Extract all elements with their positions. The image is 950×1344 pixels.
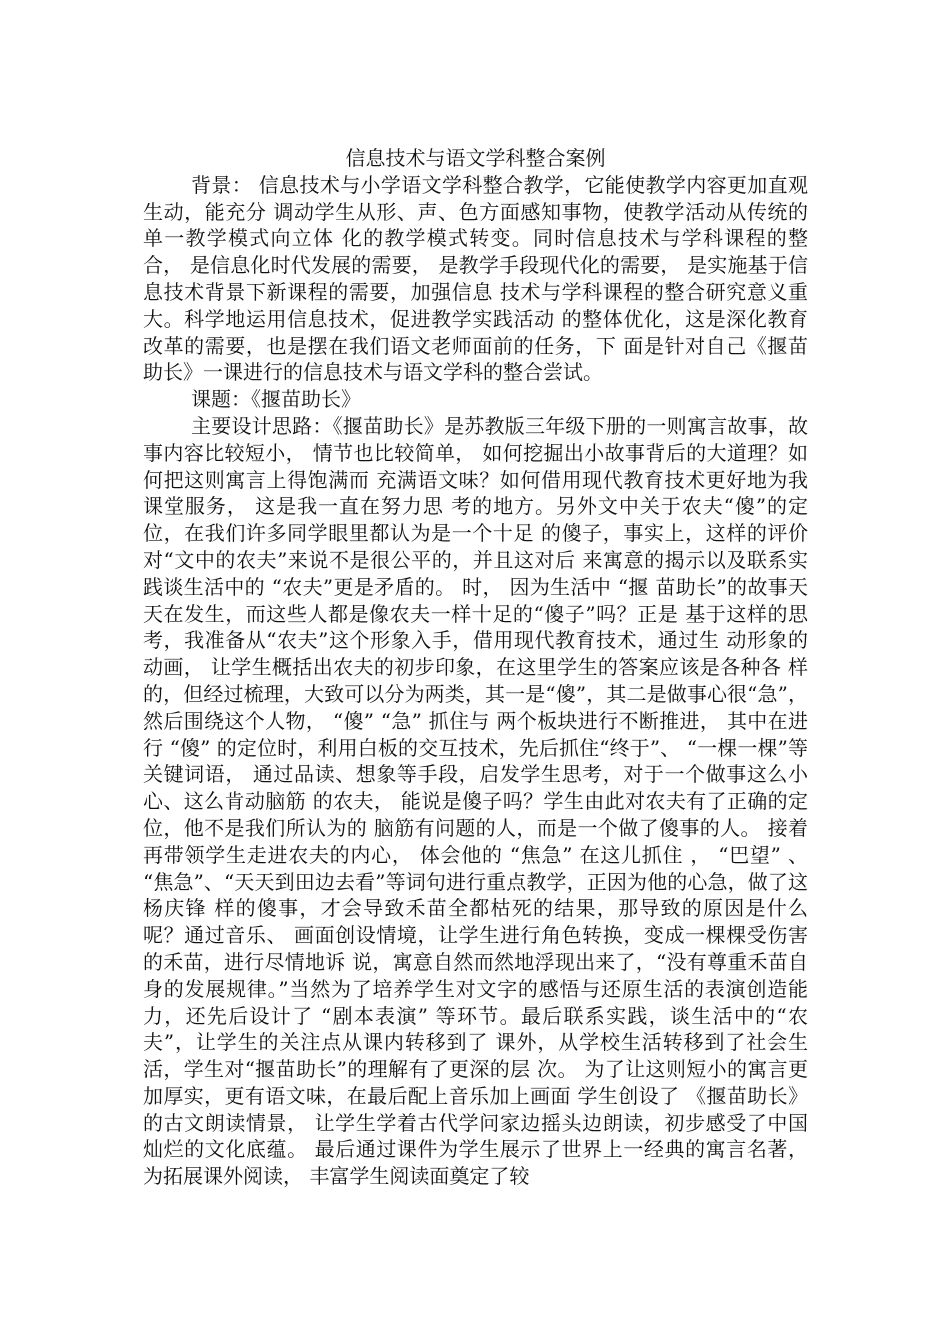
document-title: 信息技术与语文学科整合案例 bbox=[345, 146, 606, 170]
topic-paragraph: 课题：《揠苗助长》 bbox=[191, 387, 361, 412]
document-body bbox=[143, 145, 808, 1190]
background-paragraph: 背景： 信息技术与小学语文学科整合教学，它能使教学内容更加直观生动，能充分 调动学生从形、声、色方面感知事物，使教学活动从传统的单一教学模式向立体 化的教学模式转变。同时信息技术与学科课程的整合， 是信息化时代发展的需要， 是教学手段现代化的需要， 是实施基于信息技术背景下新课程的需要，加强信息 技术与学科课程的整合研究意义重大。科学地运用信息技术，促进教学实践活动 的整体优化，这是深化教育改革的需要，也是摆在我们语文老师面前的任务，下 面是针对自己《揠苗助长》一课进行的信息技术与语文学科的整合尝试。 bbox=[143, 172, 808, 385]
design-idea-paragraph: 主要设计思路：《揠苗助长》是苏教版三年级下册的一则寓言故事，故事内容比较短小， 情节也比较简单， 如何挖掘出小故事背后的大道理？如何把这则寓言上得饱满而 充满语文味？如何借用现代教育技术更好地为我课堂服务， 这是我一直在努力思 考的地方。另外文中关于农夫“傻”的定位，在我们许多同学眼里都认为是一个十足 的傻子，事实上，这样的评价对“文中的农夫”来说不是很公平的，并且这对后 来寓意的揭示以及联系实践谈生活中的 “农夫”更是矛盾的。 时， 因为生活中 “揠 苗助长”的故事天天在发生，而这些人都是像农夫一样十足的“傻子”吗？正是 基于这样的思考，我准备从“农夫”这个形象入手，借用现代教育技术，通过生 动形象的动画， 让学生概括出农夫的初步印象，在这里学生的答案应该是各种各 样的，但经过梳理，大致可以分为两类，其一是“傻”，其二是做事心很“急”， 然后围绕这个人物， “傻” “急” 抓住与 两个板块进行不断推进， 其中在进行 “傻” 的定位时，利用白板的交互技术，先后抓住“终于”、 “一棵一棵”等关键词语， 通过品读、想象等手段，启发学生思考，对于一个做事这么小心、这么肯动脑筋 的农夫， 能说是傻子吗？学生由此对农夫有了正确的定位，他不是我们所认为的 脑筋有问题的人，而是一个做了傻事的人。 接着再带领学生走进农夫的内心， 体会他的 “焦急” 在这儿抓住 ， “巴望” 、 “焦急”、“天天到田边去看”等词句进行重点教学，正因为他的心急，做了这 杨庆锋 样的傻事，才会导致禾苗全都枯死的结果，那导致的原因是什么呢？通过音乐、 画面创设情境，让学生进行角色转换，变成一棵棵受伤害的禾苗，进行尽情地诉 说，寓意自然而然地浮现出来了，“没有尊重禾苗自身的发展规律。”当然为了培养学生对文字的感悟与还原生活的表演创造能力，还先后设计了 “剧本表演” 等环节。最后联系实践，谈生活中的“农夫”，让学生的关注点从课内转移到了 课外，从学校生活转移到了社会生活，学生对“揠苗助长”的理解有了更深的层 次。 为了让这则短小的寓言更加厚实，更有语文味，在最后配上音乐加上画面 学生创设了 《揠苗助长》 的古文朗读情景， 让学生学着古代学问家边摇头边朗读，初步感受了中国灿烂的文化底蕴。 最后通过课件为学生展示了世界上一经典的寓言名著，为拓展课外阅读， 丰富学生阅读面奠定了较 bbox=[143, 413, 808, 1189]
